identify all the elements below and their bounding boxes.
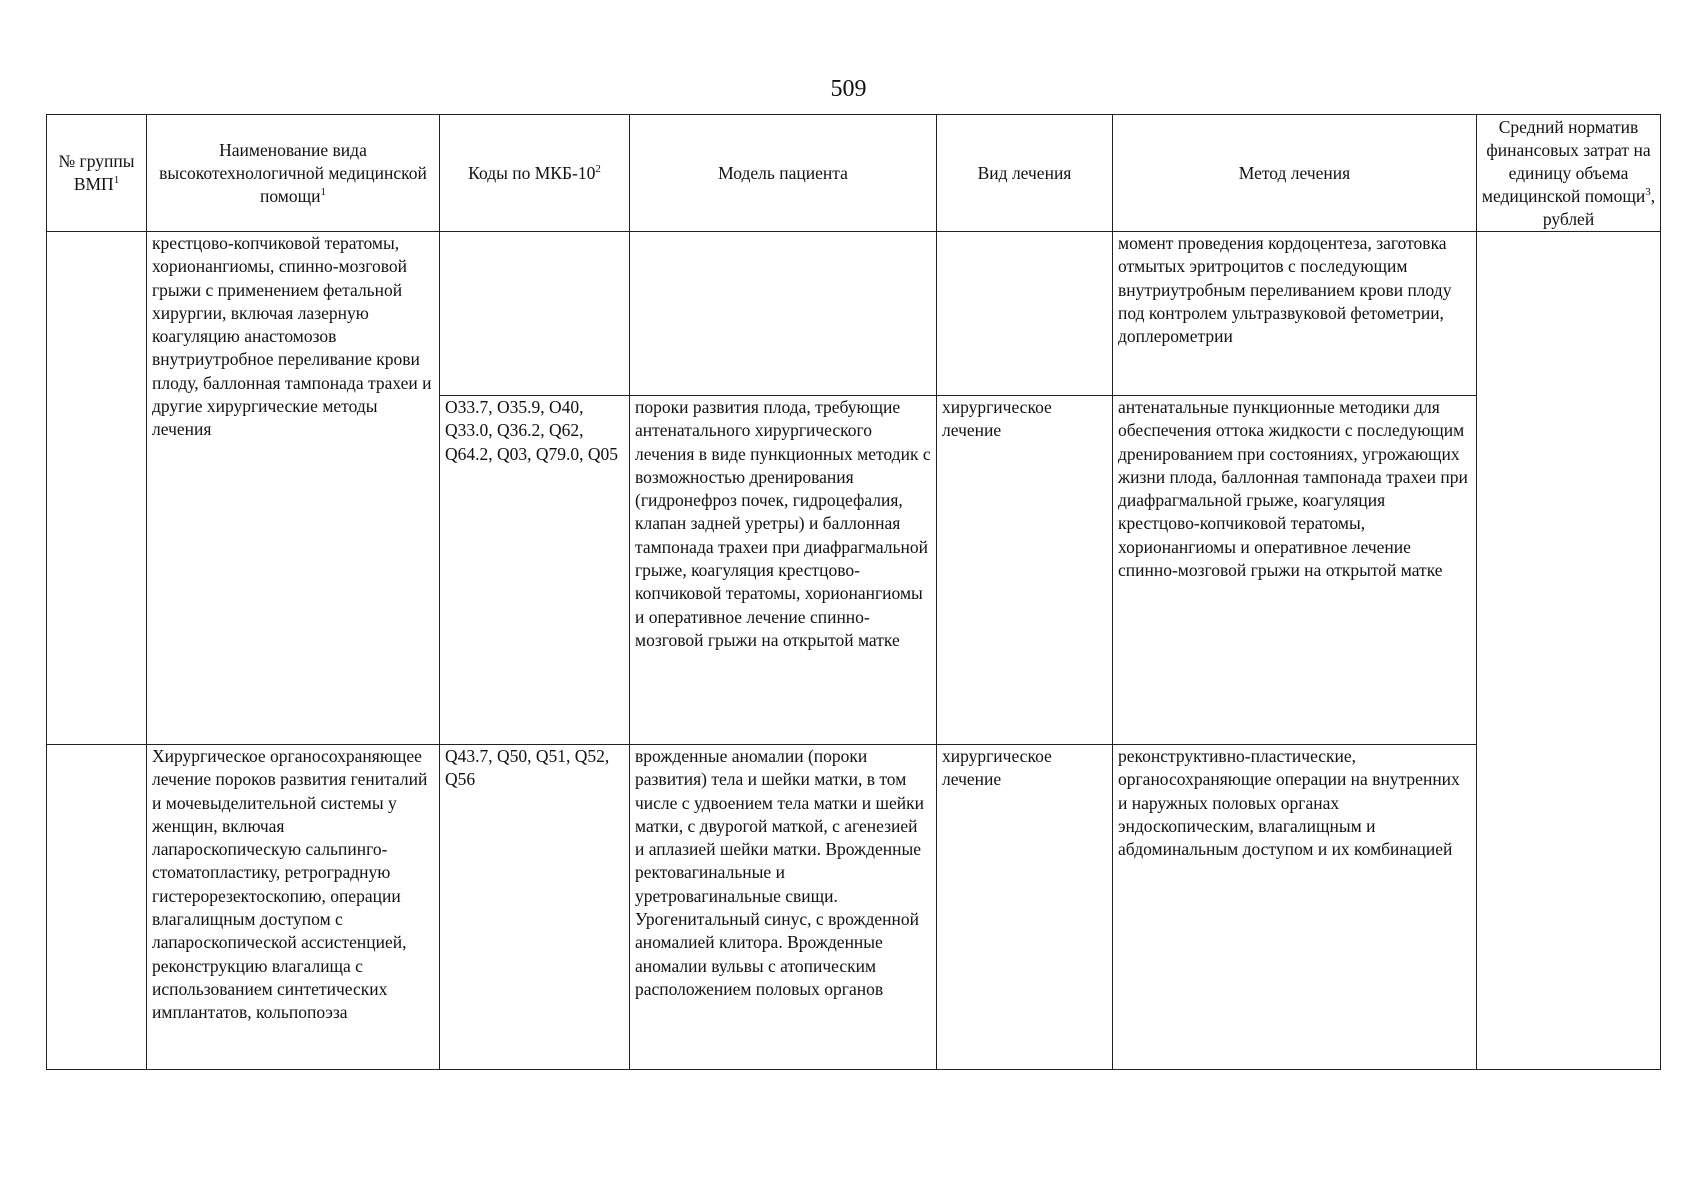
treatment-cell — [937, 232, 1113, 396]
group-cell — [47, 745, 147, 1070]
model-cell: пороки развития плода, требующие антенатального хирургического лечения в виде пункционных методик с возможностью дренирования (гидронефроз почек, гидроцефалия, клапан задней уретры) и баллонная тампонада трахеи при диафрагмальной грыже, коагуляция крестцово-копчиковой тератомы, хорионангиомы и оперативное лечение спинно-мозговой грыжи на открытой матке — [630, 396, 937, 745]
treatment-cell: хирургическое лечение — [937, 396, 1113, 745]
method-cell: антенатальные пункционные методики для обеспечения оттока жидкости с последующим дренированием при состояниях, угрожающих жизни плода, баллонная тампонада трахеи при диафрагмальной грыже, коагуляция крестцово-копчиковой тератомы, хорионангиомы и оперативное лечение спинно-мозговой грыжи на открытой матке — [1113, 396, 1477, 745]
method-cell: реконструктивно-пластические, органосохраняющие операции на внутренних и наружных половых органах эндоскопическим, влагалищным и абдоминальным доступом и их комбинацией — [1113, 745, 1477, 1070]
codes-cell — [440, 232, 630, 396]
model-cell: врожденные аномалии (пороки развития) тела и шейки матки, в том числе с удвоением тела матки и шейки матки, с двурогой маткой, с агенезией и аплазией шейки матки. Врожденные ректовагинальные и уретровагинальные свищи. Урогенитальный синус, с врожденной аномалией клитора. Врожденные аномалии вульвы с атопическим расположением половых органов — [630, 745, 937, 1070]
name-cell: Хирургическое органосохраняющее лечение пороков развития гениталий и мочевыделительной системы у женщин, включая лапароскопическую сальпинго-стоматопластику, ретроградную гистерорезектоскопию, операции влагалищным доступом с лапароскопической ассистенцией, реконструкцию влагалища с использованием синтетических имплантатов, кольпопоэза — [147, 745, 440, 1070]
header-treatment: Вид лечения — [937, 115, 1113, 232]
header-name: Наименование вида высокотехнологичной медицинской помощи$^1$ — [147, 115, 440, 232]
group-cell — [47, 232, 147, 745]
vmp-table — [46, 114, 1661, 1070]
treatment-cell: хирургическое лечение — [937, 745, 1113, 1070]
header-financial: Средний норматив финансовых затрат на единицу объема медицинской помощи$^3$, рублей — [1477, 115, 1661, 232]
model-cell — [630, 232, 937, 396]
header-row — [47, 115, 1661, 232]
codes-cell: Q43.7, Q50, Q51, Q52, Q56 — [440, 745, 630, 1070]
financial-cell — [1477, 232, 1661, 1070]
page-number: 509 — [830, 76, 867, 102]
table-row — [47, 232, 1661, 396]
codes-cell: O33.7, O35.9, O40, Q33.0, Q36.2, Q62, Q64.2, Q03, Q79.0, Q05 — [440, 396, 630, 745]
header-group: № группы ВМП$^1$ — [47, 115, 147, 232]
header-model: Модель пациента — [630, 115, 937, 232]
header-codes: Коды по МКБ-$10^2$ — [440, 115, 630, 232]
method-cell: момент проведения кордоцентеза, заготовка отмытых эритроцитов с последующим внутриутробным переливанием крови плоду под контролем ультразвуковой фетометрии, доплерометрии — [1113, 232, 1477, 396]
name-cell: крестцово-копчиковой тератомы, хорионангиомы, спинно-мозговой грыжи с применением фетальной хирургии, включая лазерную коагуляцию анастомозов внутриутробное переливание крови плоду, баллонная тампонада трахеи и другие хирургические методы лечения — [147, 232, 440, 745]
table-row — [47, 745, 1661, 1070]
header-method: Метод лечения — [1113, 115, 1477, 232]
